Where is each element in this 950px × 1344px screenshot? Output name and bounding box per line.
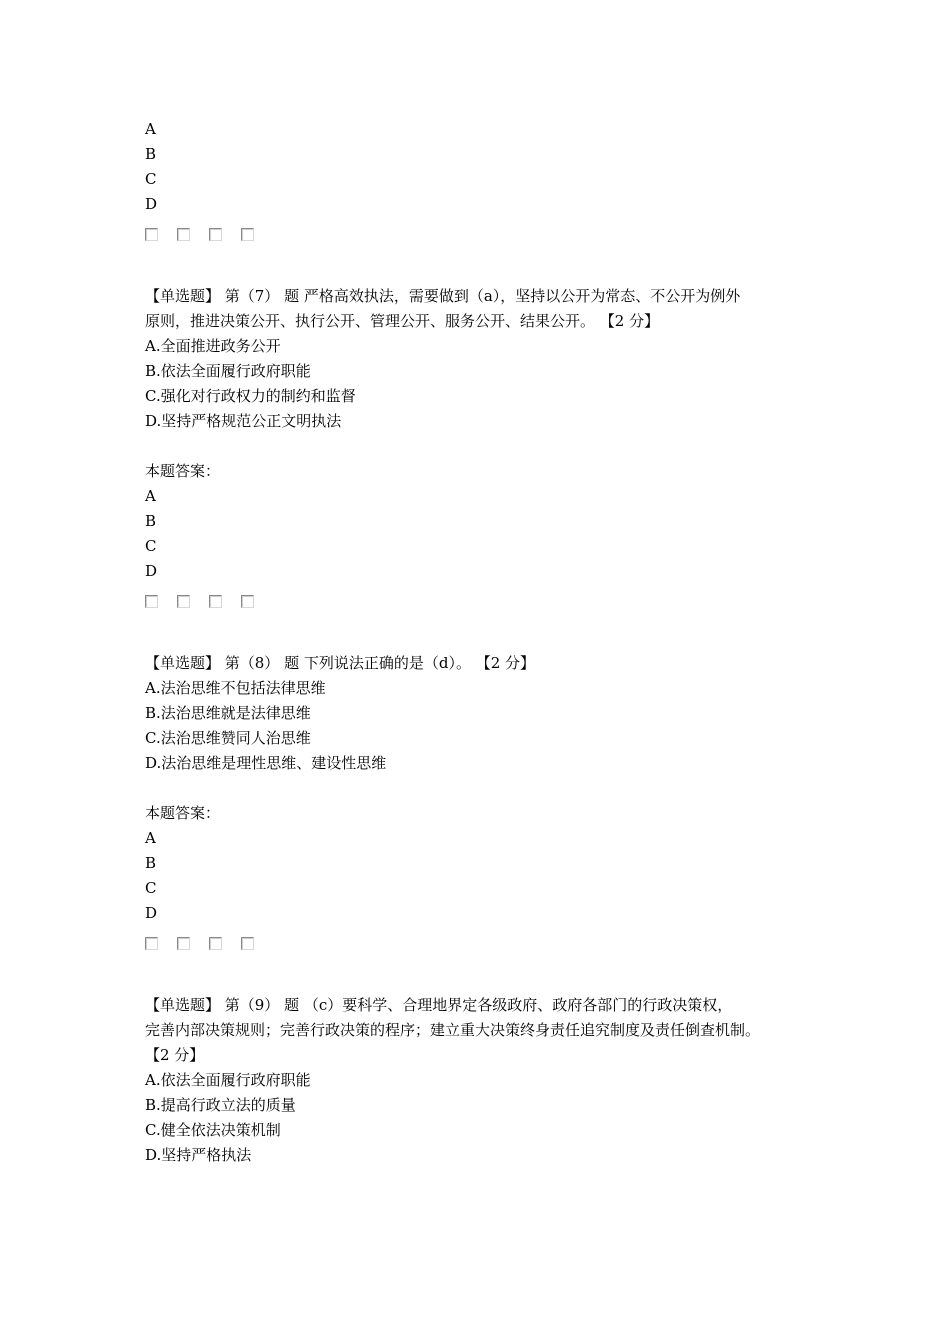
question-stem-line: 完善内部决策规则；完善行政决策的程序；建立重大决策终身责任追究制度及责任倒查机制。	[145, 1021, 761, 1039]
choice-c: C.法治思维赞同人治思维	[145, 729, 311, 747]
checkbox-b[interactable]	[177, 937, 190, 950]
answer-option-b: B	[145, 145, 157, 163]
answer-option-d: D	[145, 195, 158, 213]
choice-d: D.坚持严格规范公正文明执法	[145, 412, 342, 430]
checkbox-a[interactable]	[145, 228, 158, 241]
answer-option-d: D	[145, 562, 158, 580]
choice-d: D.法治思维是理性思维、建设性思维	[145, 754, 387, 772]
answer-checkboxes	[145, 937, 825, 951]
checkbox-a[interactable]	[145, 595, 158, 608]
document-page	[145, 117, 825, 1168]
checkbox-b[interactable]	[177, 228, 190, 241]
question-8	[145, 651, 825, 951]
choice-c: C.强化对行政权力的制约和监督	[145, 387, 356, 405]
answer-option-d: D	[145, 904, 158, 922]
checkbox-a[interactable]	[145, 937, 158, 950]
answer-label: 本题答案：	[145, 804, 221, 822]
checkbox-c[interactable]	[209, 228, 222, 241]
checkbox-c[interactable]	[209, 595, 222, 608]
question-stem-line: 原则，推进决策公开、执行公开、管理公开、服务公开、结果公开。 【2 分】	[145, 312, 660, 330]
checkbox-d[interactable]	[241, 937, 254, 950]
checkbox-d[interactable]	[241, 228, 254, 241]
choice-a: A.法治思维不包括法律思维	[145, 679, 326, 697]
checkbox-d[interactable]	[241, 595, 254, 608]
choice-b: B.提高行政立法的质量	[145, 1096, 296, 1114]
answer-checkboxes-prev	[145, 228, 825, 242]
answer-option-c: C	[145, 170, 157, 188]
question-stem-line: 【2 分】	[145, 1046, 205, 1064]
question-stem-line: 【单选题】 第（8） 题 下列说法正确的是（d）。 【2 分】	[145, 654, 536, 672]
answer-option-a: A	[145, 487, 156, 505]
answer-option-a: A	[145, 829, 156, 847]
choice-a: A.全面推进政务公开	[145, 337, 281, 355]
choice-d: D.坚持严格执法	[145, 1146, 252, 1164]
question-7	[145, 284, 825, 609]
checkbox-c[interactable]	[209, 937, 222, 950]
answer-option-c: C	[145, 537, 157, 555]
answer-option-a: A	[145, 120, 156, 138]
question-stem-line: 【单选题】 第（7） 题 严格高效执法，需要做到（a），坚持以公开为常态、不公开为例外	[145, 287, 741, 305]
choice-b: B.法治思维就是法律思维	[145, 704, 311, 722]
choice-a: A.依法全面履行政府职能	[145, 1071, 311, 1089]
choice-c: C.健全依法决策机制	[145, 1121, 281, 1139]
answer-checkboxes	[145, 595, 825, 609]
choice-b: B.依法全面履行政府职能	[145, 362, 311, 380]
question-stem-line: 【单选题】 第（9） 题 （c）要科学、合理地界定各级政府、政府各部门的行政决策权，	[145, 996, 733, 1014]
question-9	[145, 993, 825, 1168]
answer-option-c: C	[145, 879, 157, 897]
answer-option-b: B	[145, 512, 157, 530]
answer-options-prev	[145, 117, 825, 217]
answer-option-b: B	[145, 854, 157, 872]
checkbox-b[interactable]	[177, 595, 190, 608]
answer-label: 本题答案：	[145, 462, 221, 480]
